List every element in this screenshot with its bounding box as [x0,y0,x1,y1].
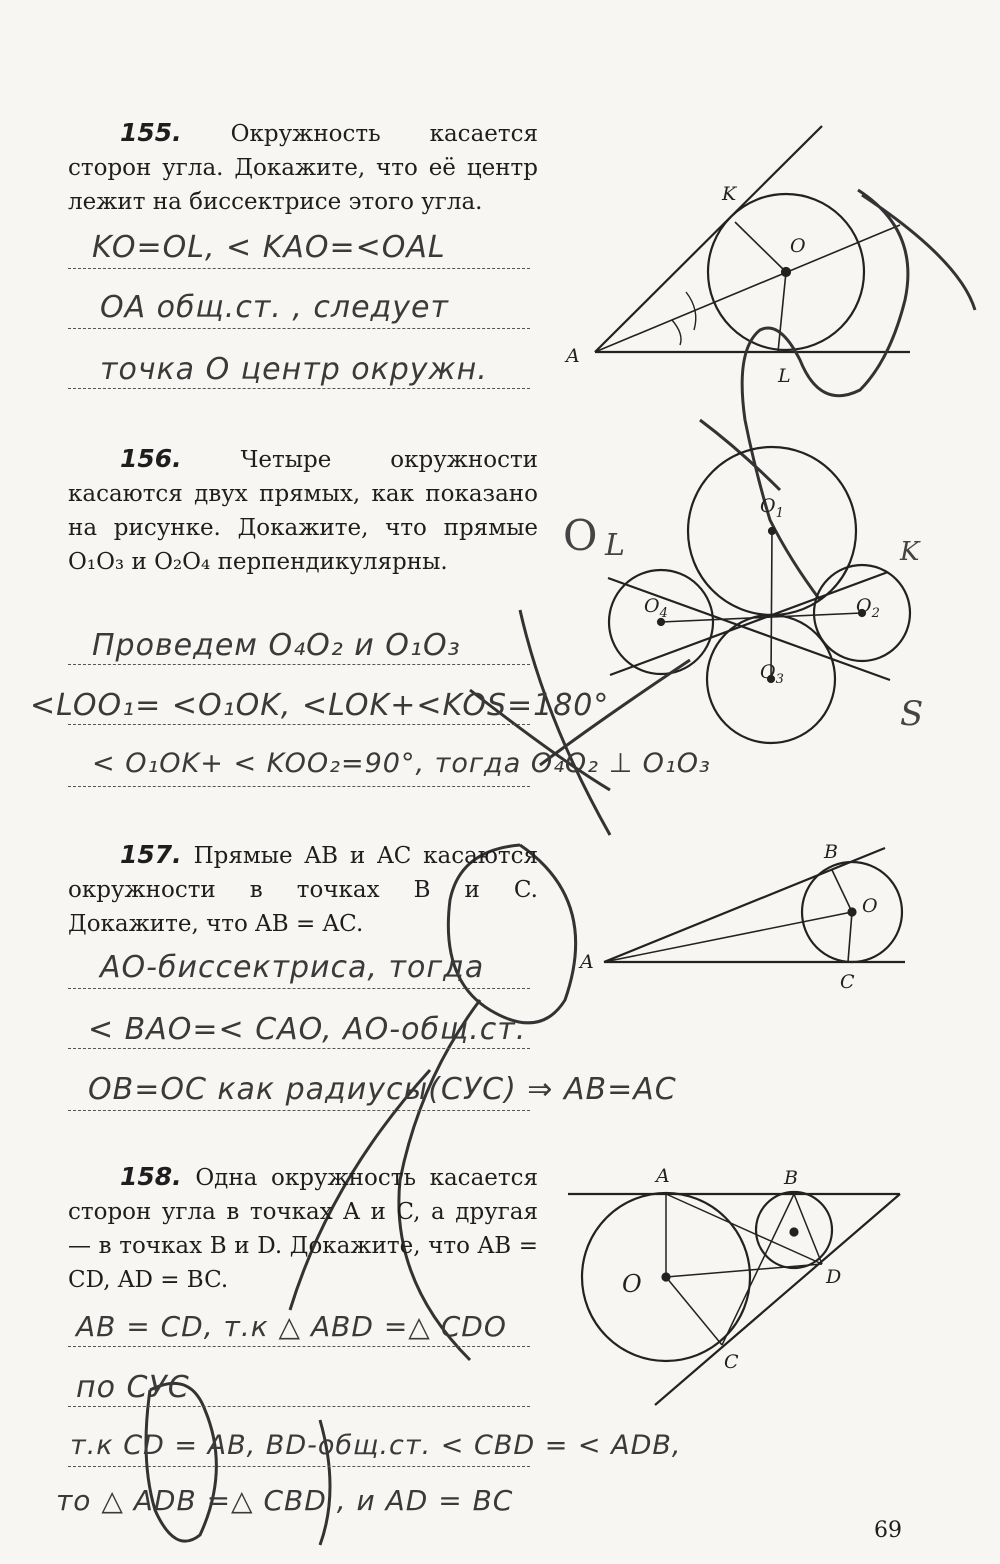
fig156-label-o-hand: O [563,511,598,560]
answer-line [68,988,530,989]
task-155 [68,116,538,219]
fig155-label-k: K [722,183,737,205]
fig157-label-c: C [840,971,855,993]
fig157-label-o: O [862,895,878,917]
answer-line [68,1346,530,1347]
handwritten-answer: <LOO₁= <O₁OK, <LOK+<KOS=180° [30,688,610,723]
answer-line [68,664,530,665]
answer-line [68,388,530,389]
answer-line [68,724,530,725]
task-text: Одна окружность касается сторон угла в точках A и C, а другая — в точках B и D. Докажите, что AB = CD, AD = BC. [68,1165,539,1293]
answer-line [68,268,530,269]
figure-158 [568,1192,900,1405]
fig158-label-o: O [622,1270,642,1298]
handwritten-answer: по СУС [76,1370,190,1405]
handwritten-answer: < O₁OK+ < KOO₂=90°, тогда O₄O₂ ⊥ O₁O₃ [92,748,711,779]
fig158-label-a: A [656,1165,670,1187]
task-156 [68,442,538,579]
answer-line [68,1110,530,1111]
fig158-label-c: C [724,1351,739,1373]
handwritten-answer: < BAO=< CAO, AO-общ.ст. [88,1012,527,1047]
answer-line [68,1048,530,1049]
fig156-label-o3: $O_3$ [760,661,784,687]
fig156-label-l-hand: L [605,528,625,563]
answer-line [68,1466,530,1467]
fig158-label-b: B [784,1167,798,1189]
task-157 [68,838,538,941]
pencil-loop-158 [146,1383,330,1545]
fig157-label-b: B [824,841,838,863]
handwritten-answer: OA общ.ст. , следует [100,290,449,325]
fig156-label-k-hand: K [900,537,920,567]
task-number: 157. [120,840,182,869]
task-text: Прямые AB и AC касаются окружности в точках B и C. Докажите, что AB = AC. [68,843,538,937]
page-number: 69 [874,1518,902,1543]
figure-157 [604,848,905,962]
task-text: Окружность касается сторон угла. Докажите, что её центр лежит на биссектрисе этого угла. [68,121,539,215]
handwritten-answer: KO=OL, < KAO=<OAL [92,230,446,265]
task-text: Четыре окружности касаются двух прямых, как показано на рисунке. Докажите, что прямые O₁O₃ и O₂O₄ перпендикулярны. [68,447,538,575]
answer-line [68,328,530,329]
fig156-label-o4: $O_4$ [644,595,668,621]
answer-line [68,786,530,787]
handwritten-answer: AO-биссектриса, тогда [100,950,485,985]
fig155-label-o: O [790,235,806,257]
task-number: 158. [120,1162,182,1191]
handwritten-answer: то △ ADB =△ CBD , и AD = BC [56,1484,514,1517]
answer-line [68,1406,530,1407]
fig156-label-o2: $O_2$ [856,595,880,621]
task-number: 156. [120,444,182,473]
figure-155 [595,126,910,352]
fig155-label-l: L [778,365,791,387]
handwritten-answer: AB = CD, т.к △ ABD =△ CDO [76,1310,507,1343]
task-number: 155. [120,118,182,147]
fig157-label-a: A [580,951,594,973]
handwritten-answer: Проведем O₄O₂ и O₁O₃ [92,628,461,663]
fig156-label-s-hand: S [900,694,924,734]
fig156-label-o1: $O_1$ [760,495,784,521]
fig158-label-d: D [826,1266,842,1288]
handwritten-answer: OB=OC как радиусы(СУС) ⇒ AB=AC [88,1072,677,1107]
task-158 [68,1160,538,1297]
handwritten-answer: т.к CD = AB, BD-общ.ст. < CBD = < ADB, [70,1430,682,1461]
handwritten-answer: точка О центр окружн. [100,352,488,387]
fig155-label-a: A [566,345,580,367]
